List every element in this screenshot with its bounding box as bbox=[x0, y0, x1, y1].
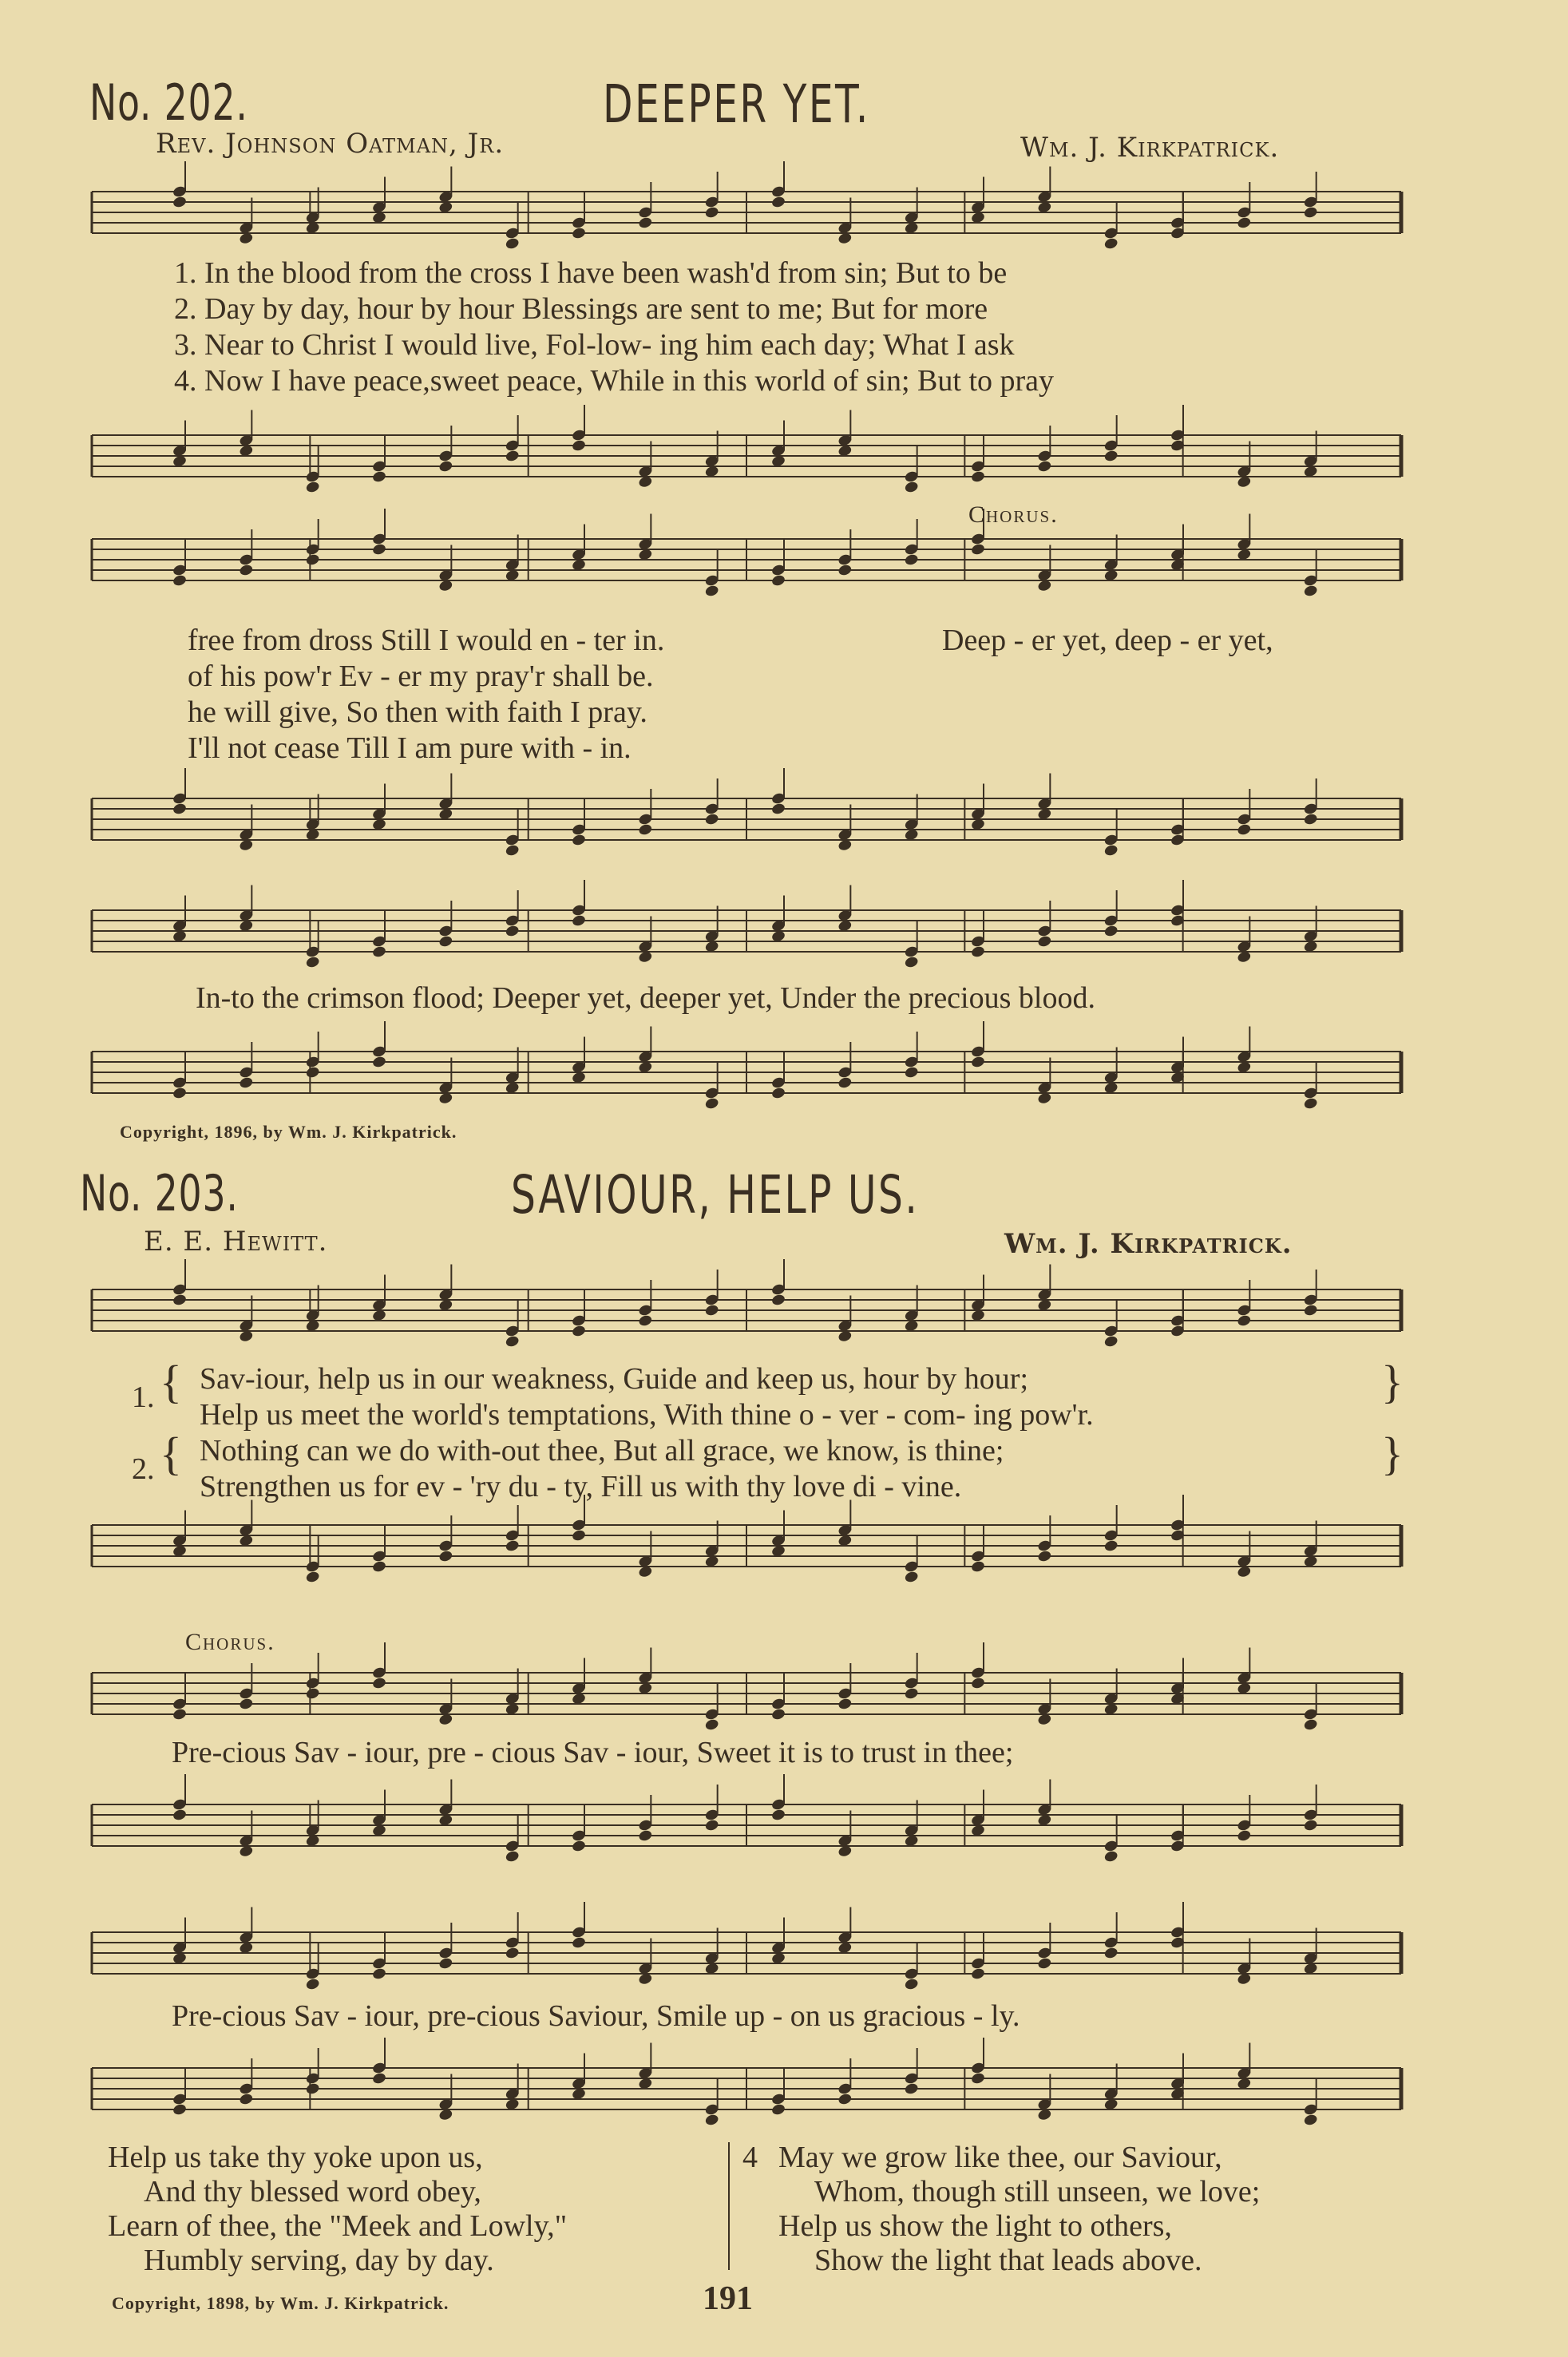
hymn-202-verse-1-line-a: 1. In the blood from the cross I have been wash'd from sin; But to be bbox=[174, 256, 1008, 290]
note-head bbox=[638, 1314, 653, 1328]
hymn-202-system-1-treble-staff bbox=[92, 172, 1425, 259]
note-head bbox=[305, 956, 320, 969]
hymn-202-verse-3-line-b: he will give, So then with faith I pray. bbox=[188, 695, 647, 729]
hymn-202-system-3-bass-staff bbox=[92, 1032, 1425, 1119]
note-head bbox=[1237, 216, 1252, 230]
note-head bbox=[172, 1708, 187, 1721]
note-head bbox=[1103, 925, 1119, 938]
stanza-4-line-3: Help us show the light to others, bbox=[778, 2209, 1172, 2243]
note-head bbox=[1303, 813, 1318, 826]
note-head bbox=[438, 460, 453, 473]
hymn-202-system-1-bass-staff bbox=[92, 415, 1425, 503]
note-head bbox=[704, 2113, 719, 2127]
note-head bbox=[505, 450, 520, 463]
page-number: 191 bbox=[703, 2280, 753, 2317]
hymn-203-verse-1-line-2: Help us meet the world's temptations, With thine o - ver - com- ing pow'r. bbox=[200, 1398, 1094, 1432]
note-head bbox=[704, 813, 719, 826]
hymn-202-verse-1-line-b: free from dross Still I would en - ter in. bbox=[188, 624, 665, 657]
hymn-202-number: No. 202. bbox=[89, 73, 248, 132]
note-head bbox=[1303, 584, 1318, 598]
note-head bbox=[305, 481, 320, 494]
note-head bbox=[371, 1967, 386, 1981]
note-head bbox=[505, 1947, 520, 1960]
note-head bbox=[970, 1967, 985, 1981]
note-head bbox=[172, 802, 187, 816]
hymn-202-verse-4-line-a: 4. Now I have peace,sweet peace, While in this world of sin; But to pray bbox=[174, 364, 1055, 398]
note-head bbox=[1103, 1335, 1119, 1349]
note-head bbox=[571, 1529, 586, 1543]
note-head bbox=[505, 1539, 520, 1553]
hymn-203-verse-2-number: 2. bbox=[132, 1452, 155, 1486]
note-head bbox=[970, 1677, 985, 1690]
note-head bbox=[1303, 2113, 1318, 2127]
note-head bbox=[505, 844, 520, 858]
note-head bbox=[505, 925, 520, 938]
note-head bbox=[770, 2103, 786, 2117]
note-head bbox=[371, 470, 386, 484]
note-head bbox=[239, 1697, 254, 1711]
note-head bbox=[1303, 206, 1318, 220]
stanza-4-line-4: Show the light that leads above. bbox=[814, 2244, 1202, 2277]
stanza-divider bbox=[728, 2142, 730, 2270]
note-head bbox=[239, 564, 254, 577]
hymn-203-lyricist: E. E. Hewitt. bbox=[144, 1226, 328, 1258]
note-head bbox=[505, 1335, 520, 1349]
note-head bbox=[172, 196, 187, 209]
hymn-202-verse-4-line-b: I'll not cease Till I am pure with - in. bbox=[188, 731, 632, 765]
note-head bbox=[1303, 1819, 1318, 1832]
note-head bbox=[371, 543, 386, 557]
note-head bbox=[770, 196, 786, 209]
hymn-203-system-3-bass-staff bbox=[92, 2048, 1425, 2136]
note-head bbox=[770, 802, 786, 816]
note-head bbox=[638, 823, 653, 837]
note-head bbox=[571, 439, 586, 453]
note-head bbox=[305, 553, 320, 567]
hymn-202-verse-2-line-a: 2. Day by day, hour by hour Blessings are sent to me; But for more bbox=[174, 292, 988, 326]
note-head bbox=[1237, 1314, 1252, 1328]
note-head bbox=[571, 227, 586, 240]
note-head bbox=[172, 1293, 187, 1307]
note-head bbox=[571, 1840, 586, 1853]
note-head bbox=[704, 1097, 719, 1111]
note-head bbox=[970, 1056, 985, 1069]
hymn-203-copyright: Copyright, 1898, by Wm. J. Kirkpatrick. bbox=[112, 2293, 449, 2313]
note-head bbox=[438, 935, 453, 949]
note-head bbox=[305, 1066, 320, 1079]
hymn-203-system-3-treble-staff bbox=[92, 1912, 1425, 2000]
note-head bbox=[1103, 450, 1119, 463]
note-head bbox=[837, 1076, 853, 1090]
hymn-202-title: DEEPER YET. bbox=[603, 73, 870, 135]
note-head bbox=[904, 553, 919, 567]
note-head bbox=[837, 1697, 853, 1711]
note-head bbox=[1103, 1947, 1119, 1960]
note-head bbox=[704, 1718, 719, 1732]
hymn-203-chorus-label: Chorus. bbox=[185, 1629, 275, 1655]
hymn-203-verse-1-line-1: Sav-iour, help us in our weakness, Guide and keep us, hour by hour; bbox=[200, 1362, 1029, 1396]
note-head bbox=[1103, 1850, 1119, 1864]
note-head bbox=[904, 956, 919, 969]
hymn-202-verse-3-line-a: 3. Near to Christ I would live, Fol-low- ing him each day; What I ask bbox=[174, 328, 1015, 362]
note-head bbox=[1103, 844, 1119, 858]
hymn-203-system-1-treble-staff bbox=[92, 1270, 1425, 1357]
hymn-203-system-2-bass-staff bbox=[92, 1785, 1425, 1872]
note-head bbox=[837, 564, 853, 577]
note-head bbox=[904, 481, 919, 494]
note-head bbox=[371, 945, 386, 959]
note-head bbox=[438, 1550, 453, 1563]
note-head bbox=[1103, 1539, 1119, 1553]
note-head bbox=[770, 1808, 786, 1822]
hymn-202-chorus-label: Chorus. bbox=[968, 501, 1059, 528]
note-head bbox=[239, 1076, 254, 1090]
note-head bbox=[770, 574, 786, 588]
hymn-203-verse-2-close-brace: } bbox=[1381, 1428, 1404, 1480]
note-head bbox=[1237, 1829, 1252, 1843]
note-head bbox=[770, 1708, 786, 1721]
note-head bbox=[970, 543, 985, 557]
note-head bbox=[970, 945, 985, 959]
stanza-4-line-1: May we grow like thee, our Saviour, bbox=[778, 2141, 1222, 2174]
note-head bbox=[1037, 460, 1052, 473]
hymn-203-verse-2-line-2: Strengthen us for ev - 'ry du - ty, Fill us with thy love di - vine. bbox=[200, 1470, 962, 1503]
note-head bbox=[704, 584, 719, 598]
hymn-203-composer: Wm. J. Kirkpatrick. bbox=[1004, 1228, 1293, 1260]
note-head bbox=[1103, 237, 1119, 251]
hymn-202-verse-2-line-b: of his pow'r Ev - er my pray'r shall be. bbox=[188, 660, 654, 693]
note-head bbox=[904, 1978, 919, 1991]
note-head bbox=[704, 1304, 719, 1317]
note-head bbox=[704, 206, 719, 220]
note-head bbox=[904, 2082, 919, 2096]
hymn-202-system-2-treble-staff bbox=[92, 519, 1425, 607]
hymn-203-verse-1-close-brace: } bbox=[1381, 1356, 1404, 1408]
note-head bbox=[1303, 1304, 1318, 1317]
hymn-203-chorus-line-1: Pre-cious Sav - iour, pre - cious Sav - iour, Sweet it is to trust in thee; bbox=[172, 1736, 1014, 1769]
note-head bbox=[970, 1560, 985, 1574]
note-head bbox=[1037, 1550, 1052, 1563]
note-head bbox=[770, 1087, 786, 1100]
note-head bbox=[1037, 1957, 1052, 1971]
note-head bbox=[172, 1808, 187, 1822]
note-head bbox=[172, 2103, 187, 2117]
stanza-3-line-4: Humbly serving, day by day. bbox=[144, 2244, 494, 2277]
hymn-203-title: SAVIOUR, HELP US. bbox=[511, 1164, 920, 1226]
note-head bbox=[571, 1325, 586, 1338]
note-head bbox=[1303, 1718, 1318, 1732]
hymn-202-lyricist: Rev. Johnson Oatman, Jr. bbox=[156, 128, 505, 160]
hymn-202-composer: Wm. J. Kirkpatrick. bbox=[1020, 132, 1280, 164]
note-head bbox=[970, 2072, 985, 2086]
note-head bbox=[371, 2072, 386, 2086]
hymn-202-system-3-treble-staff bbox=[92, 890, 1425, 978]
note-head bbox=[571, 914, 586, 928]
note-head bbox=[239, 2093, 254, 2106]
note-head bbox=[1237, 823, 1252, 837]
note-head bbox=[172, 1087, 187, 1100]
hymn-203-verse-1-number: 1. bbox=[132, 1381, 155, 1414]
note-head bbox=[571, 834, 586, 847]
hymn-203-system-2-treble-staff bbox=[92, 1653, 1425, 1741]
note-head bbox=[704, 1819, 719, 1832]
stanza-3-line-1: Help us take thy yoke upon us, bbox=[108, 2141, 483, 2174]
hymn-202-chorus-line: In-to the crimson flood; Deeper yet, deeper yet, Under the precious blood. bbox=[196, 981, 1095, 1015]
note-head bbox=[770, 1293, 786, 1307]
hymn-202-copyright: Copyright, 1896, by Wm. J. Kirkpatrick. bbox=[120, 1122, 457, 1142]
note-head bbox=[904, 1066, 919, 1079]
note-head bbox=[371, 1560, 386, 1574]
stanza-3-line-2: And thy blessed word obey, bbox=[144, 2175, 481, 2208]
note-head bbox=[1037, 935, 1052, 949]
hymn-203-verse-2-line-1: Nothing can we do with-out thee, But all grace, we know, is thine; bbox=[200, 1434, 1004, 1468]
note-head bbox=[371, 1677, 386, 1690]
note-head bbox=[305, 1978, 320, 1991]
stanza-3-line-3: Learn of thee, the "Meek and Lowly," bbox=[108, 2209, 568, 2243]
hymn-203-verse-2-brace: { bbox=[160, 1428, 182, 1480]
hymn-203-chorus-line-2: Pre-cious Sav - iour, pre-cious Saviour, Smile up - on us gracious - ly. bbox=[172, 1999, 1020, 2033]
note-head bbox=[571, 1936, 586, 1950]
note-head bbox=[505, 237, 520, 251]
note-head bbox=[305, 1571, 320, 1584]
hymn-202-chorus-first-words: Deep - er yet, deep - er yet, bbox=[942, 624, 1273, 657]
note-head bbox=[638, 216, 653, 230]
note-head bbox=[638, 1829, 653, 1843]
note-head bbox=[904, 1687, 919, 1701]
note-head bbox=[305, 1687, 320, 1701]
hymn-203-verse-1-brace: { bbox=[160, 1356, 182, 1408]
note-head bbox=[305, 2082, 320, 2096]
stanza-4-number: 4 bbox=[742, 2141, 758, 2174]
hymn-202-system-2-bass-staff bbox=[92, 778, 1425, 866]
note-head bbox=[970, 470, 985, 484]
note-head bbox=[1303, 1097, 1318, 1111]
note-head bbox=[837, 2093, 853, 2106]
note-head bbox=[438, 1957, 453, 1971]
stanza-4-line-2: Whom, though still unseen, we love; bbox=[814, 2175, 1261, 2208]
hymn-203-system-1-bass-staff bbox=[92, 1505, 1425, 1593]
note-head bbox=[505, 1850, 520, 1864]
note-head bbox=[371, 1056, 386, 1069]
hymn-203-number: No. 203. bbox=[80, 1164, 239, 1222]
note-head bbox=[172, 574, 187, 588]
note-head bbox=[904, 1571, 919, 1584]
